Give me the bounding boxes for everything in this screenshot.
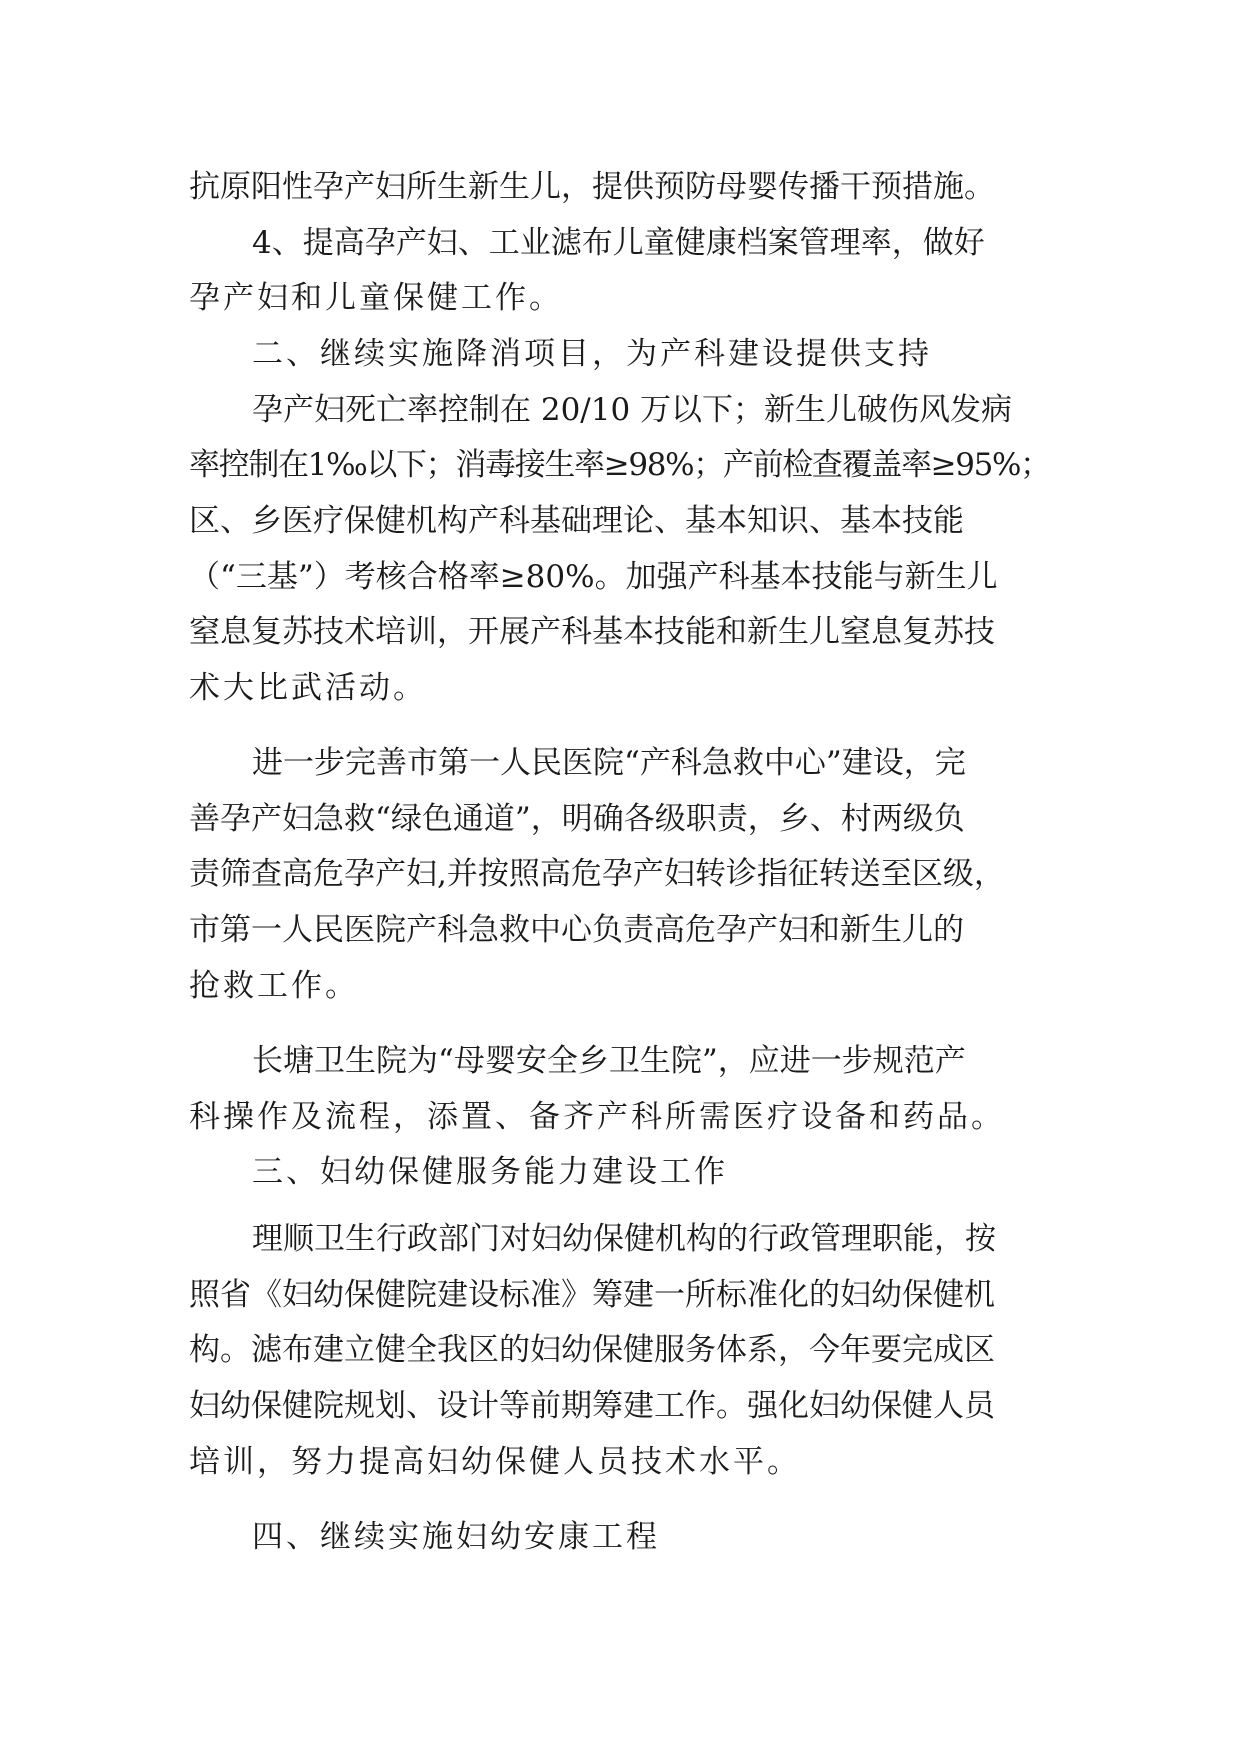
text-line: 术大比武活动。 — [189, 670, 427, 706]
section-heading: 三、妇幼保健服务能力建设工作 — [252, 1154, 728, 1190]
section-heading: 二、继续实施降消项目，为产科建设提供支持 — [252, 336, 932, 372]
text-line: 培训，努力提高妇幼保健人员技术水平。 — [189, 1444, 801, 1480]
text-line: 孕产妇和儿童保健工作。 — [189, 280, 563, 316]
text-line: 孕产妇死亡率控制在 20/10 万以下；新生儿破伤风发病 — [252, 392, 1013, 428]
text-line: 长塘卫生院为“母婴安全乡卫生院”，应进一步规范产 — [252, 1043, 966, 1079]
text-line: 责筛查高危孕产妇,并按照高危孕产妇转诊指征转送至区级， — [189, 856, 1005, 892]
text-line: 抢救工作。 — [189, 968, 359, 1004]
text-line: 构。滤布建立健全我区的妇幼保健服务体系，今年要完成区 — [189, 1332, 995, 1368]
text-line: （“三基”）考核合格率≥80%。加强产科基本技能与新生儿 — [189, 559, 998, 595]
text-line: 率控制在1‰以下；消毒接生率≥98%；产前检查覆盖率≥95%； — [189, 447, 1050, 483]
text-line: 窒息复苏技术培训，开展产科基本技能和新生儿窒息复苏技 — [189, 614, 995, 650]
text-line: 4、提高孕产妇、工业滤布儿童健康档案管理率，做好 — [252, 225, 985, 261]
text-line: 科操作及流程，添置、备齐产科所需医疗设备和药品。 — [189, 1099, 1005, 1135]
text-line: 进一步完善市第一人民医院“产科急救中心”建设，完 — [252, 745, 966, 781]
section-heading: 四、继续实施妇幼安康工程 — [252, 1519, 660, 1555]
text-line: 善孕产妇急救“绿色通道”，明确各级职责，乡、村两级负 — [189, 801, 965, 837]
text-line: 市第一人民医院产科急救中心负责高危孕产妇和新生儿的 — [189, 912, 964, 948]
text-line: 理顺卫生行政部门对妇幼保健机构的行政管理职能，按 — [252, 1221, 996, 1257]
text-line: 区、乡医疗保健机构产科基础理论、基本知识、基本技能 — [189, 503, 964, 539]
text-line: 妇幼保健院规划、设计等前期筹建工作。强化妇幼保健人员 — [189, 1388, 995, 1424]
text-line: 照省《妇幼保健院建设标准》筹建一所标准化的妇幼保健机 — [189, 1277, 995, 1313]
text-line: 抗原阳性孕产妇所生新生儿，提供预防母婴传播干预措施。 — [189, 169, 995, 205]
